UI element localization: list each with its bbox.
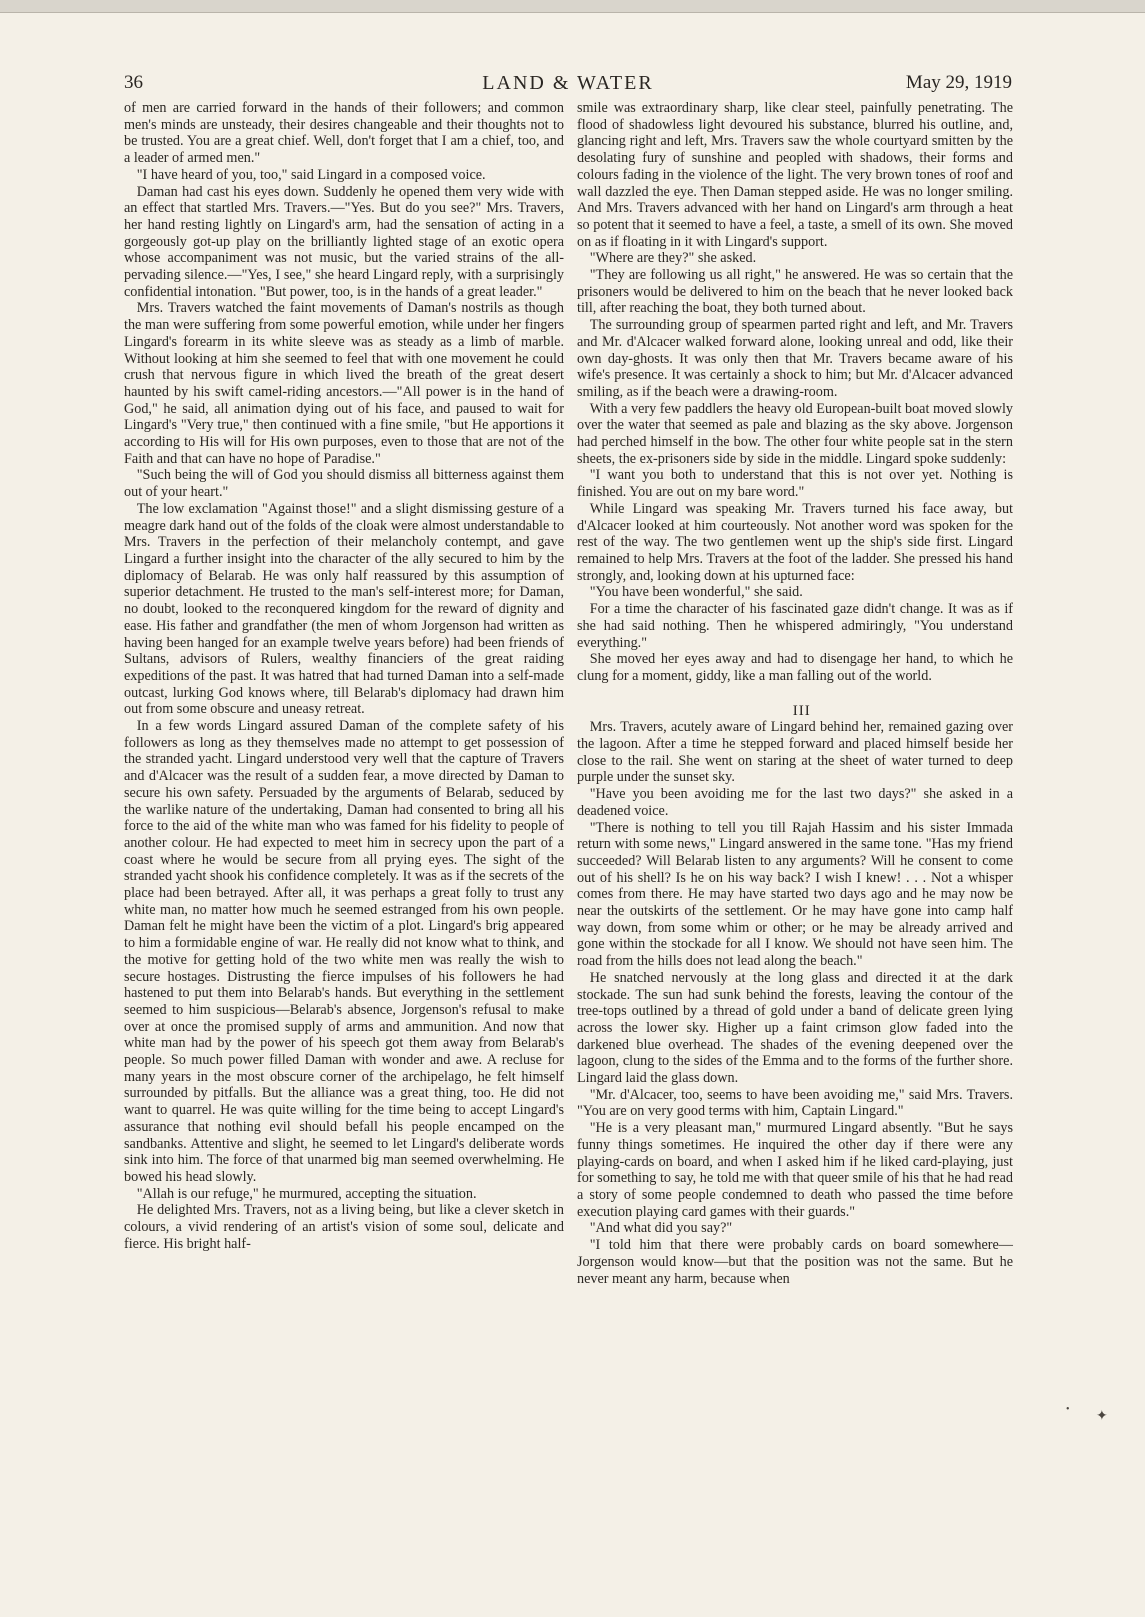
paragraph: Daman had cast his eyes down. Suddenly he opened them very wide with an effect that startled Mrs. Travers.—"Yes. But do you see?" Mrs. Travers, her hand resting lightly on Lingard's arm, had the sensation of acting in a gorgeously got-up play on the brilliantly lighted stage of an exotic opera whose accompaniment was not music, but the varied strains of the all-pervading silence.—"Yes, I see," she heard Lingard reply, with a surprisingly confidential intonation. "But power, too, is in the hands of a great leader." — [124, 183, 564, 300]
spacer — [577, 685, 1013, 703]
issue-date: May 29, 1919 — [905, 72, 1012, 93]
paragraph: She moved her eyes away and had to disengage her hand, to which he clung for a moment, giddy, like a man falling out of the world. — [577, 651, 1013, 684]
paragraph: Mrs. Travers, acutely aware of Lingard behind her, remained gazing over the lagoon. After a time he stepped forward and placed himself beside her close to the rail. She went on staring at the sheet of water turned to deep purple under the sunset sky. — [577, 719, 1013, 786]
paragraph: With a very few paddlers the heavy old European-built boat moved slowly over the water that seemed as pale and blazing as the sky above. Jorgenson had perched himself in the bow. The other four white people sat in the stern sheets, the ex-prisoners side by side in the middle. Lingard spoke suddenly: — [577, 400, 1013, 467]
right-column — [577, 100, 1013, 1287]
publication-title: LAND & WATER — [482, 72, 654, 94]
paragraph: He delighted Mrs. Travers, not as a living being, but like a clever sketch in colours, a vivid rendering of an artist's vision of some soul, delicate and fierce. His bright half- — [124, 1202, 564, 1252]
paragraph: The surrounding group of spearmen parted right and left, and Mr. Travers and Mr. d'Alcacer walked forward alone, looking unreal and odd, like their own day-ghosts. It was only then that Mr. Travers became aware of his wife's presence. It was certainly a shock to him; but Mr. d'Alcacer advanced smiling, as if the beach were a drawing-room. — [577, 317, 1013, 400]
running-head — [124, 72, 1012, 98]
paragraph: Mrs. Travers watched the faint movements of Daman's nostrils as though the man were suffering from some powerful emotion, while under her fingers Lingard's forearm in its white sleeve was as steady as a limb of marble. Without looking at him she seemed to feel that with one movement he could crush that nervous figure in which lived the breath of the great desert haunted by his swift camel-riding ancestors.—"All power is in the hand of God," he said, all animation dying out of his face, and paused to wait for Lingard's "Very true," then continued with a fine smile, "but He apportions it according to His will for His own purposes, even to those that are not of the Faith and that can have no hope of Paradise." — [124, 300, 564, 467]
paragraph: In a few words Lingard assured Daman of the complete safety of his followers as long as they themselves made no attempt to get possession of the stranded yacht. Lingard understood very well that the capture of Travers and d'Alcacer was the result of a sudden fear, a move directed by Daman to secure his own safety. Persuaded by the arguments of Belarab, seduced by the warlike nature of the undertaking, Daman had consented to bring all his force to the aid of the white man who was famed for his fidelity to people of another colour. He had expected to meet him in secrecy upon the part of a coast where he would be secure from all prying eyes. The sight of the stranded yacht shook his confidence completely. It was as if the secrets of the place had been betrayed. After all, it was perhaps a great folly to trust any white man, no matter how much he seemed estranged from his own people. Daman felt he might have been the victim of a plot. Lingard's brig appeared to him a formidable engine of war. He really did not know what to think, and the motive for getting hold of the two white men was really the wish to secure hostages. Distrusting the fierce impulses of his followers he had hastened to put them into Belarab's hands. But everything in the settlement seemed to him suspicious—Belarab's absence, Jorgenson's refusal to make over at once the promised supply of arms and ammunition. And now that white man had by the power of his speech got them away from Belarab's people. So much power filled Daman with wonder and awe. A recluse for many years in the most obscure corner of the archipelago, he felt himself surrounded by pitfalls. But the alliance was a great thing, too. He did not want to quarrel. He was quite willing for the time being to accept Lingard's assurance that nothing evil should befall his people encamped on the sandbanks. Attentive and slight, he seemed to let Lingard's deliberate words sink into him. The force of that unarmed big man seemed overwhelming. He bowed his head slowly. — [124, 718, 564, 1185]
margin-mark: • — [1066, 1404, 1070, 1415]
paragraph: While Lingard was speaking Mr. Travers turned his face away, but d'Alcacer looked at him courteously. Not another word was spoken for the rest of the way. The two gentlemen went up the ship's side first. Lingard remained to help Mrs. Travers at the foot of the ladder. She pressed his hand strongly, and, looking down at his upturned face: — [577, 500, 1013, 584]
paragraph: smile was extraordinary sharp, like clear steel, painfully penetrating. The flood of shadowless light devoured his substance, blurred his outline, and, glancing right and left, Mrs. Travers saw the whole courtyard smitten by the desolating fury of sunshine and peopled with shadows, their forms and colours fading in the violence of the light. The very brown tones of roof and wall dazzled the eye. Then Daman stepped aside. He was no longer smiling. And Mrs. Travers advanced with her hand on Lingard's arm through a heat so potent that it seemed to have a feel, a taste, a smell of its own. She moved on as if floating in it with Lingard's support. — [577, 100, 1013, 250]
paragraph: "Such being the will of God you should dismiss all bitterness against them out of your heart." — [124, 467, 564, 501]
paragraph: "I want you both to understand that this is not over yet. Nothing is finished. You are out on my bare word." — [577, 467, 1013, 501]
paragraph: "You have been wonderful," she said. — [589, 584, 803, 601]
paragraph: "There is nothing to tell you till Rajah Hassim and his sister Immada return with some news," Lingard answered in the same tone. "Has my friend succeeded? Will Belarab listen to any arguments? Will he consent to come out of his shell? Is he on his way back? I wish I knew! . . . Not a whisper comes from there. He may have started two days ago and he may now be near the outskirts of the settlement. Or he may have gone into camp half way down, from some whim or other; or he may be already arrived and gone within the stockade for all I know. We should not have seen him. The road from the hills does not lead along the beach." — [577, 819, 1013, 970]
margin-mark: ✦ — [1096, 1409, 1108, 1424]
paragraph: "Have you been avoiding me for the last two days?" she asked in a deadened voice. — [577, 786, 1013, 819]
paragraph: He snatched nervously at the long glass and directed it at the dark stockade. The sun had sunk behind the forests, leaving the contour of the tree-tops outlined by a thread of gold under a band of delicate green lying across the lower sky. Higher up a faint crimson glow faded into the darkened blue overhead. The shades of the evening deepened over the lagoon, clung to the sides of the Emma and to the forms of the further shore. Lingard laid the glass down. — [577, 969, 1013, 1087]
paragraph: "Mr. d'Alcacer, too, seems to have been avoiding me," said Mrs. Travers. "You are on very good terms with him, Captain Lingard." — [577, 1086, 1013, 1120]
paragraph: The low exclamation "Against those!" and a slight dismissing gesture of a meagre dark hand out of the folds of the cloak were almost understandable to Mrs. Travers in the perfection of their melancholy contempt, and gave Lingard a further insight into the character of the ally secured to him by the diplomacy of Belarab. He was only half reassured by this assumption of superior detachment. He trusted to the man's self-interest more; for Daman, no doubt, looked to the reconquered kingdom for the reward of dignity and ease. His father and grandfather (the men of whom Jorgenson had written as having been hanged for an example twelve years before) had been friends of Sultans, advisors of Rulers, wealthy financiers of the great raiding expeditions of the past. It was hatred that had turned Daman into a self-made outcast, lurking God knows where, till Belarab's diplomacy had drawn him out from some obscure and uneasy retreat. — [124, 500, 564, 718]
paragraph: "I have heard of you, too," said Lingard in a composed voice. — [136, 166, 486, 183]
left-column — [124, 100, 564, 1253]
paragraph: "He is a very pleasant man," murmured Lingard absently. "But he says funny things sometimes. He inquired the other day if there were any playing-cards on board, and when I asked him if he liked card-playing, just for something to say, he told me with that queer smile of his that he had read a story of some people condemned to death who passed the time before execution playing card games with their guards." — [577, 1120, 1013, 1220]
page-number: 36 — [124, 72, 143, 93]
paragraph: "Where are they?" she asked. — [589, 250, 757, 267]
paragraph: For a time the character of his fascinated gaze didn't change. It was as if she had said nothing. Then he whispered admiringly, "You understand everything." — [577, 601, 1013, 651]
paragraph: "Allah is our refuge," he murmured, accepting the situation. — [136, 1185, 477, 1202]
section-heading: III — [792, 702, 811, 719]
paragraph: "I told him that there were probably cards on board somewhere—Jorgenson would know—but that the position was not the same. But he never meant any harm, because when — [577, 1237, 1013, 1287]
paragraph: "They are following us all right," he answered. He was so certain that the prisoners would be delivered to him on the beach that he never looked back till, after reaching the boat, they both turned about. — [577, 267, 1013, 317]
paragraph: "And what did you say?" — [589, 1220, 733, 1237]
paragraph: of men are carried forward in the hands of their followers; and common men's minds are unsteady, their desires changeable and their thoughts not to be trusted. You are a great chief. Well, don't forget that I am a chief, too, and a leader of armed men." — [124, 100, 564, 167]
scan-edge — [0, 0, 1145, 13]
